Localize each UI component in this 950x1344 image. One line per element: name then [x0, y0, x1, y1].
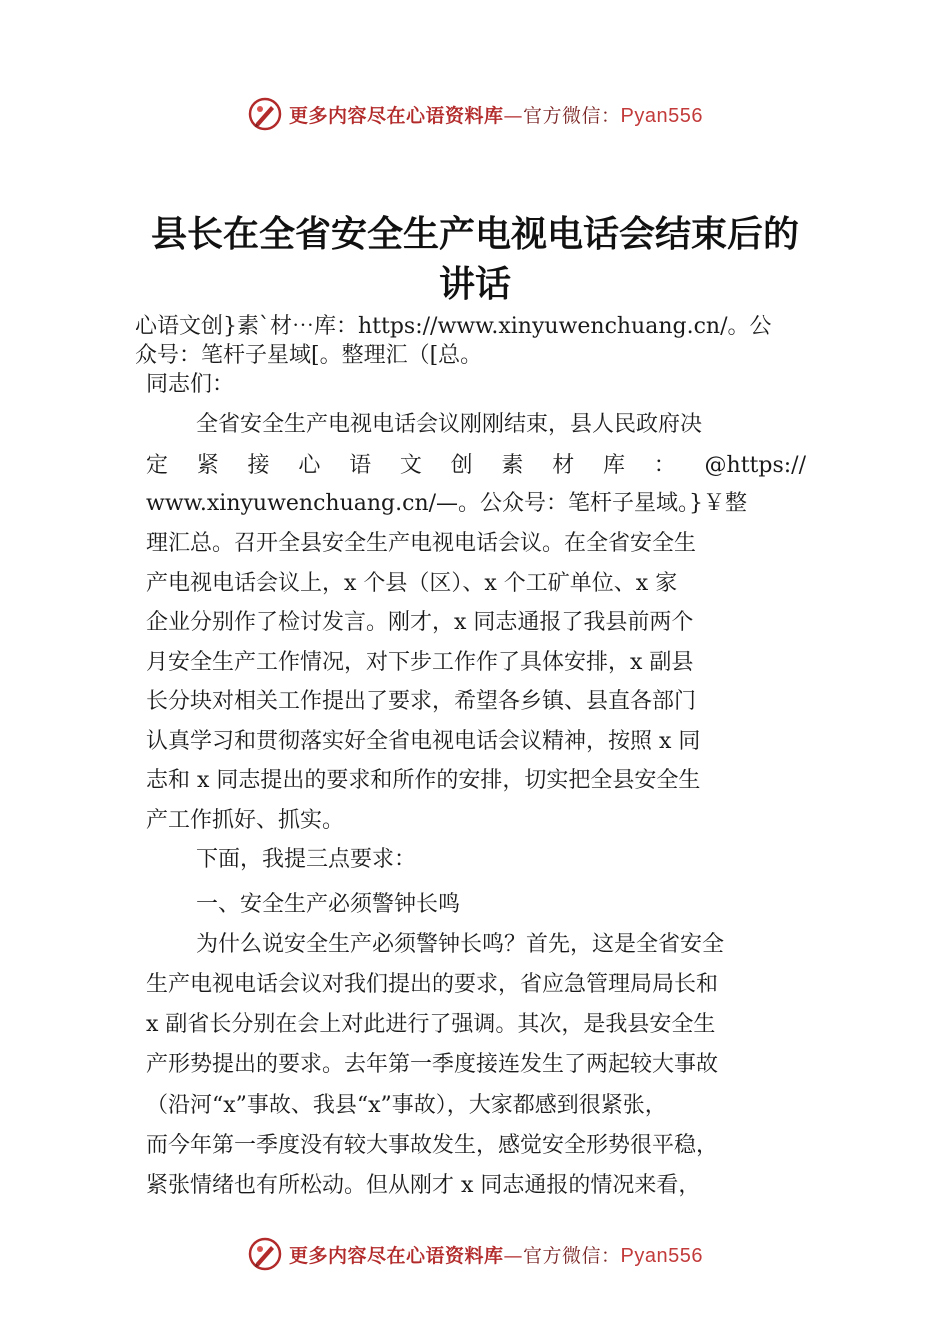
pen-logo-icon — [247, 96, 283, 132]
paragraph-line: （沿河“x”事故、我县“x”事故），大家都感到很紧张， — [146, 1093, 667, 1118]
source-note-line: 众号：笔杆子星域[。整理汇（[总。 — [135, 343, 483, 368]
paragraph-line: 定 紧 接 心 语 文 创 素 材 库 ： @https:// — [146, 453, 806, 478]
paragraph-line: 紧张情绪也有所松动。但从刚才 x 同志通报的情况来看， — [146, 1173, 701, 1198]
banner-text — [289, 1241, 703, 1268]
document-title — [60, 210, 890, 310]
paragraph-line: 志和 x 同志提出的要求和所作的安排，切实把全县安全生 — [146, 768, 701, 793]
paragraph-line: 产形势提出的要求。去年第一季度接连发生了两起较大事故 — [146, 1052, 719, 1077]
banner-main-text: 更多内容尽在心语资料库 — [289, 1244, 504, 1267]
paragraph-line: 而今年第一季度没有较大事故发生，感觉安全形势很平稳， — [146, 1133, 719, 1158]
source-note-line: 心语文创}素`材⋯库：https://www.xinyuwenchuang.cn/。公 — [135, 314, 772, 339]
banner-separator: — — [503, 1244, 524, 1267]
banner-text — [289, 101, 703, 128]
banner-wechat-account: Pyan556 — [620, 104, 703, 127]
paragraph-line: www.xinyuwenchuang.cn/—。公众号：笔杆子星域。}￥整 — [146, 491, 748, 516]
paragraph-line: 为什么说安全生产必须警钟长鸣？首先，这是全省安全 — [196, 932, 725, 957]
paragraph-line: 认真学习和贯彻落实好全省电视电话会议精神，按照 x 同 — [146, 729, 701, 754]
title-line-1: 县长在全省安全生产电视电话会结束后的 — [150, 214, 799, 255]
banner-wechat-label: 官方微信： — [523, 104, 621, 127]
section-heading: 一、安全生产必须警钟长鸣 — [196, 892, 461, 917]
paragraph-line: 企业分别作了检讨发言。刚才，x 同志通报了我县前两个 — [146, 610, 694, 635]
paragraph-line: 长分块对相关工作提出了要求，希望各乡镇、县直各部门 — [146, 689, 697, 714]
banner-wechat-label: 官方微信： — [523, 1244, 621, 1267]
pen-logo-icon — [247, 1236, 283, 1272]
paragraph-line: 理汇总。召开全县安全生产电视电话会议。在全省安全生 — [146, 531, 697, 556]
paragraph-line: 产工作抓好、抓实。 — [146, 808, 345, 833]
banner-separator: — — [503, 104, 524, 127]
salutation: 同志们： — [146, 372, 235, 397]
title-line-2: 讲话 — [438, 264, 511, 305]
banner-main-text: 更多内容尽在心语资料库 — [289, 104, 504, 127]
paragraph-line: x 副省长分别在会上对此进行了强调。其次，是我县安全生 — [146, 1012, 716, 1037]
header-banner — [0, 92, 950, 136]
footer-banner — [0, 1232, 950, 1276]
paragraph-line: 下面，我提三点要求： — [196, 847, 417, 872]
banner-wechat-account: Pyan556 — [620, 1244, 703, 1267]
paragraph-line: 月安全生产工作情况，对下步工作作了具体安排，x 副县 — [146, 650, 694, 675]
paragraph-line: 产电视电话会议上，x 个县（区）、x 个工矿单位、x 家 — [146, 571, 678, 596]
paragraph-line: 全省安全生产电视电话会议刚刚结束，县人民政府决 — [196, 412, 703, 437]
paragraph-line: 生产电视电话会议对我们提出的要求，省应急管理局局长和 — [146, 972, 719, 997]
